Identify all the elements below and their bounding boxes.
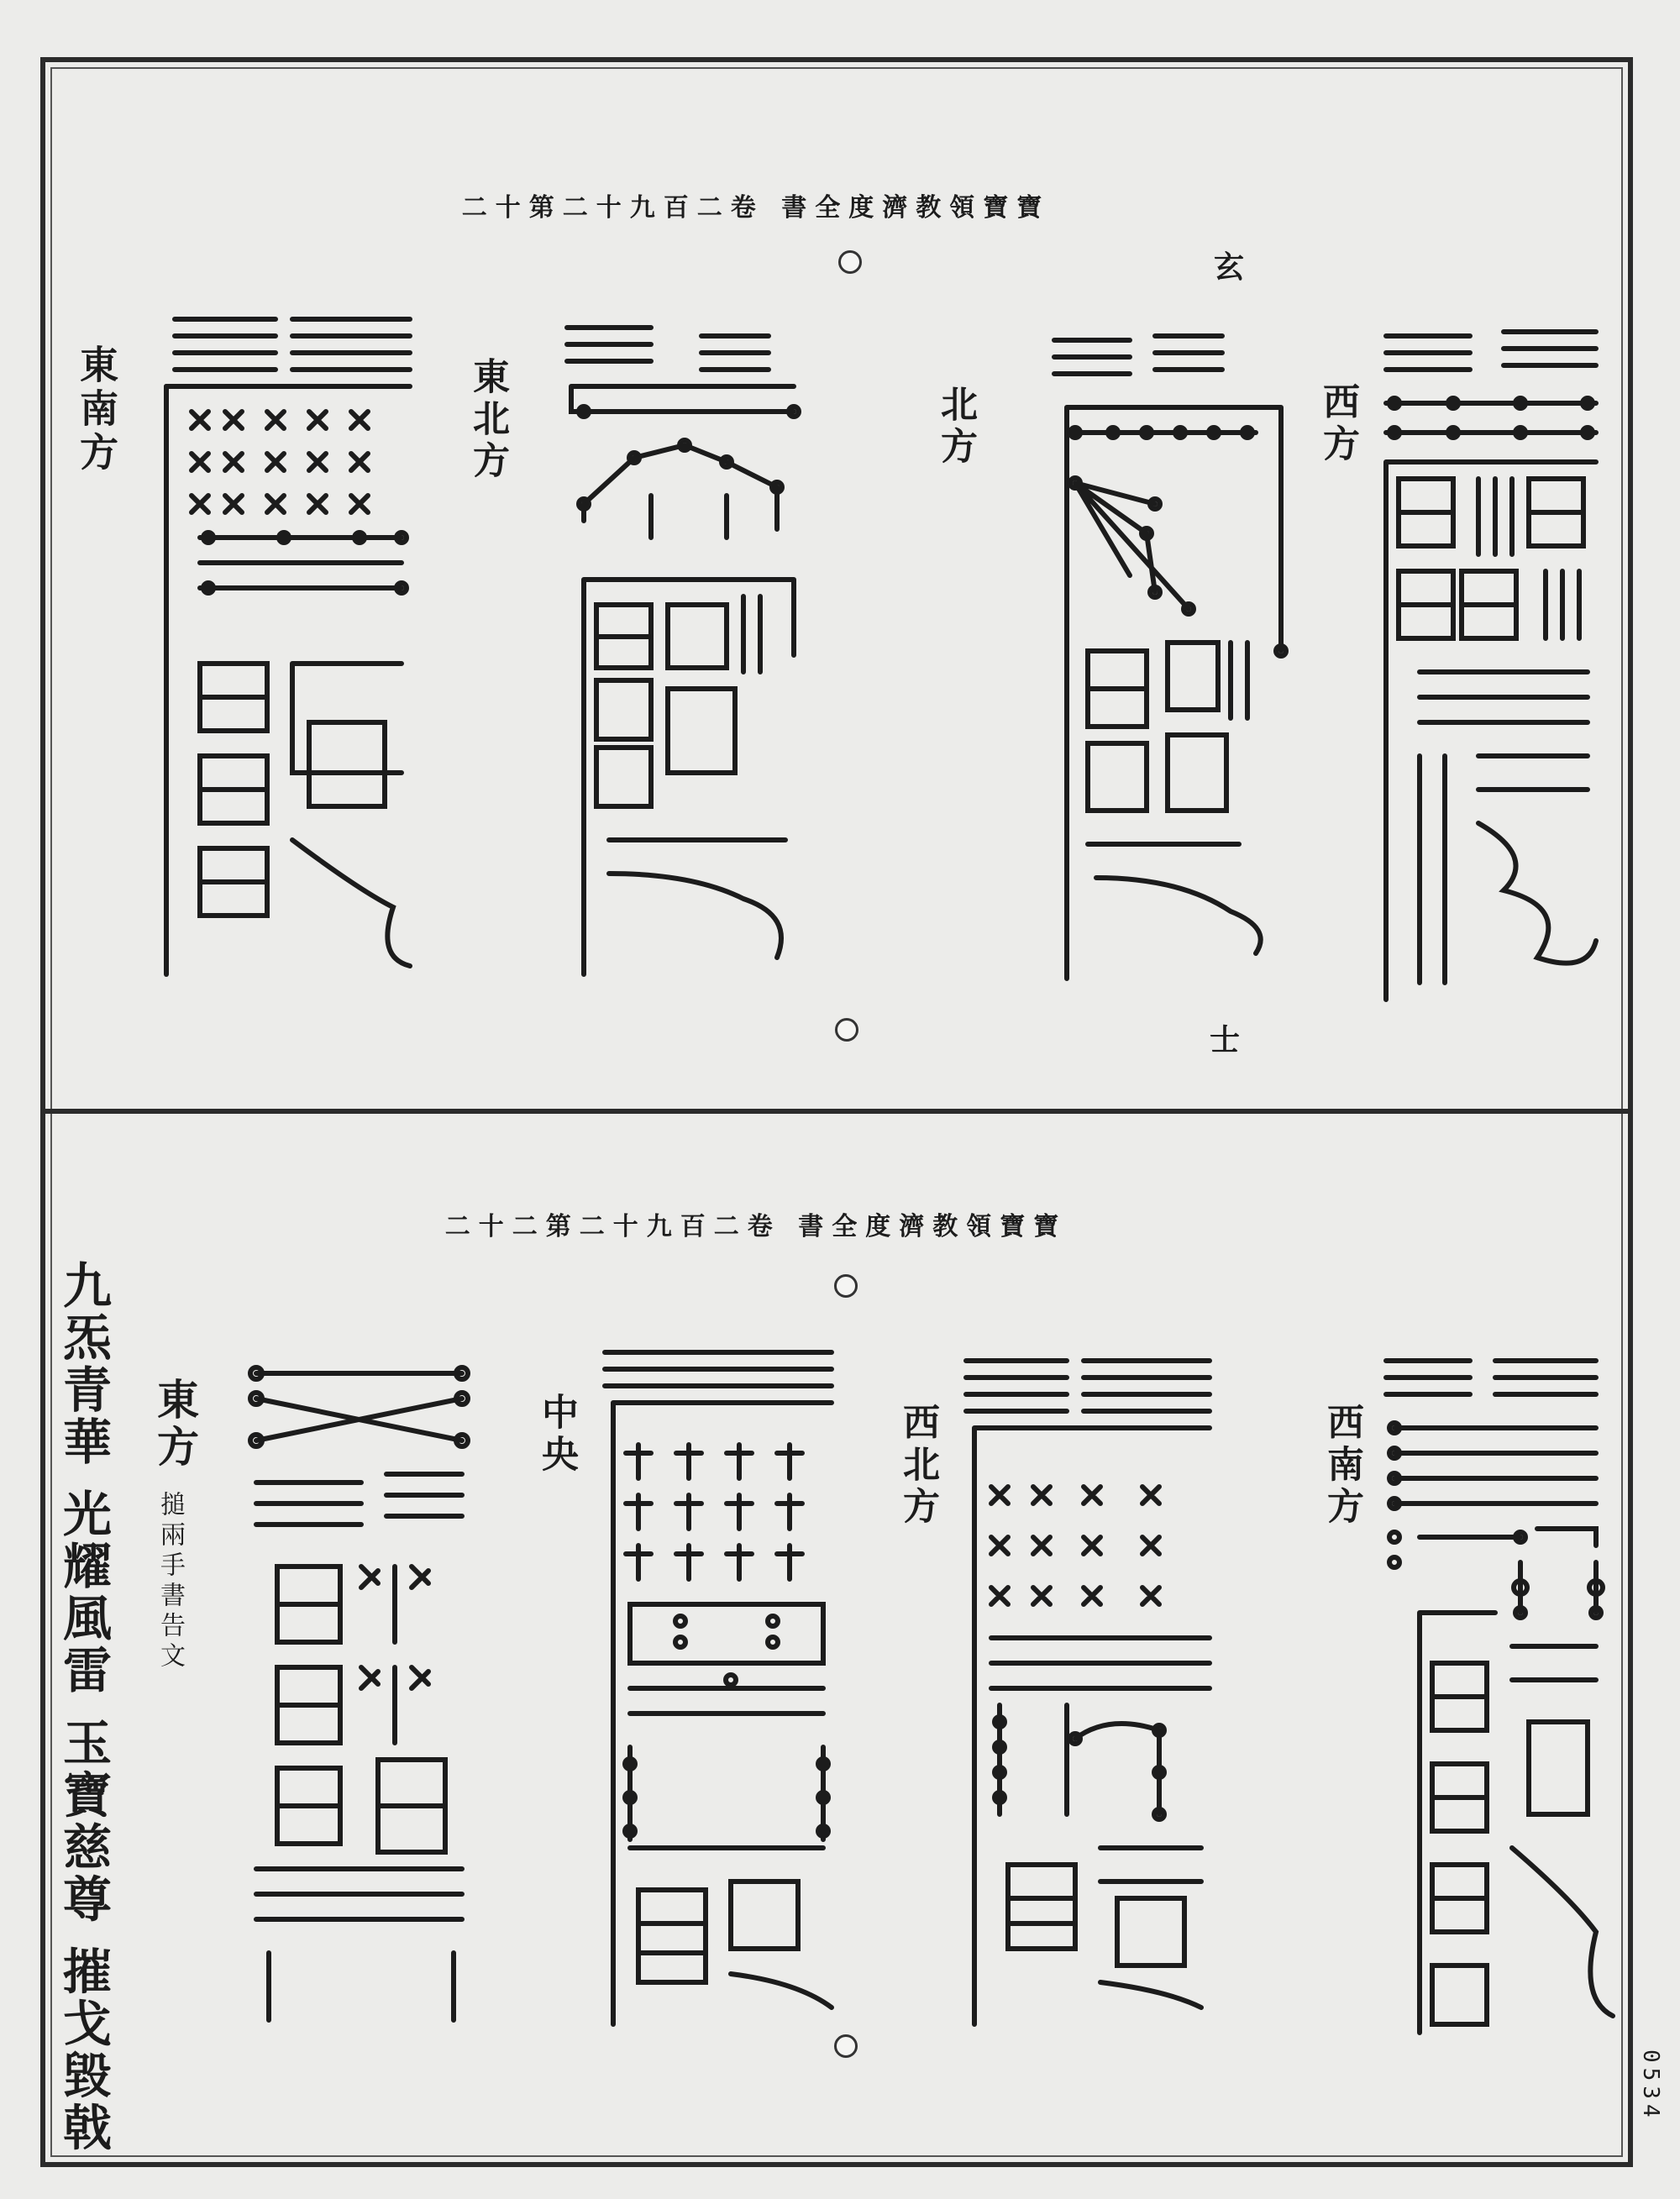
label-east: 東方 <box>150 1378 200 1472</box>
talisman-northeast <box>559 319 811 983</box>
label-center: 中央 <box>535 1393 578 1477</box>
page-number: 0534 <box>1638 2049 1663 2123</box>
label-north: 北方 <box>934 385 977 469</box>
panel-divider <box>40 1109 1633 1114</box>
talisman-center <box>596 1344 848 2033</box>
top-header: 寶寶領教濟度全書 卷二百九十二第十二 <box>461 193 1051 223</box>
binder-hole-bottom-2 <box>834 2034 858 2058</box>
label-southwest: 西南方 <box>1320 1403 1363 1529</box>
binder-hole-bottom-1 <box>834 1274 858 1298</box>
mark-bottom: 士 <box>1210 1022 1241 1058</box>
talisman-southwest <box>1369 1344 1613 2041</box>
binder-hole-top-1 <box>838 250 862 274</box>
mark-top: 玄 <box>1214 249 1245 285</box>
talisman-west <box>1369 319 1613 1000</box>
bottom-header: 寶寶領教濟度全書 卷二百九十二第二十二 <box>444 1212 1068 1241</box>
label-southeast: 東南方 <box>74 344 119 475</box>
label-west: 西方 <box>1316 382 1359 466</box>
label-northeast: 東北方 <box>466 357 509 483</box>
binder-hole-top-2 <box>835 1018 858 1042</box>
talisman-east <box>244 1348 487 2037</box>
talisman-southeast <box>158 302 418 983</box>
label-northwest: 西北方 <box>896 1403 939 1529</box>
label-east-sub: 搥兩手書告文 <box>155 1491 185 1672</box>
talisman-northwest <box>958 1344 1226 2033</box>
talisman-north <box>1046 323 1289 987</box>
verse: 九炁青華 光耀風雷 玉寶慈尊 摧戈毀戟 <box>55 1260 112 2154</box>
